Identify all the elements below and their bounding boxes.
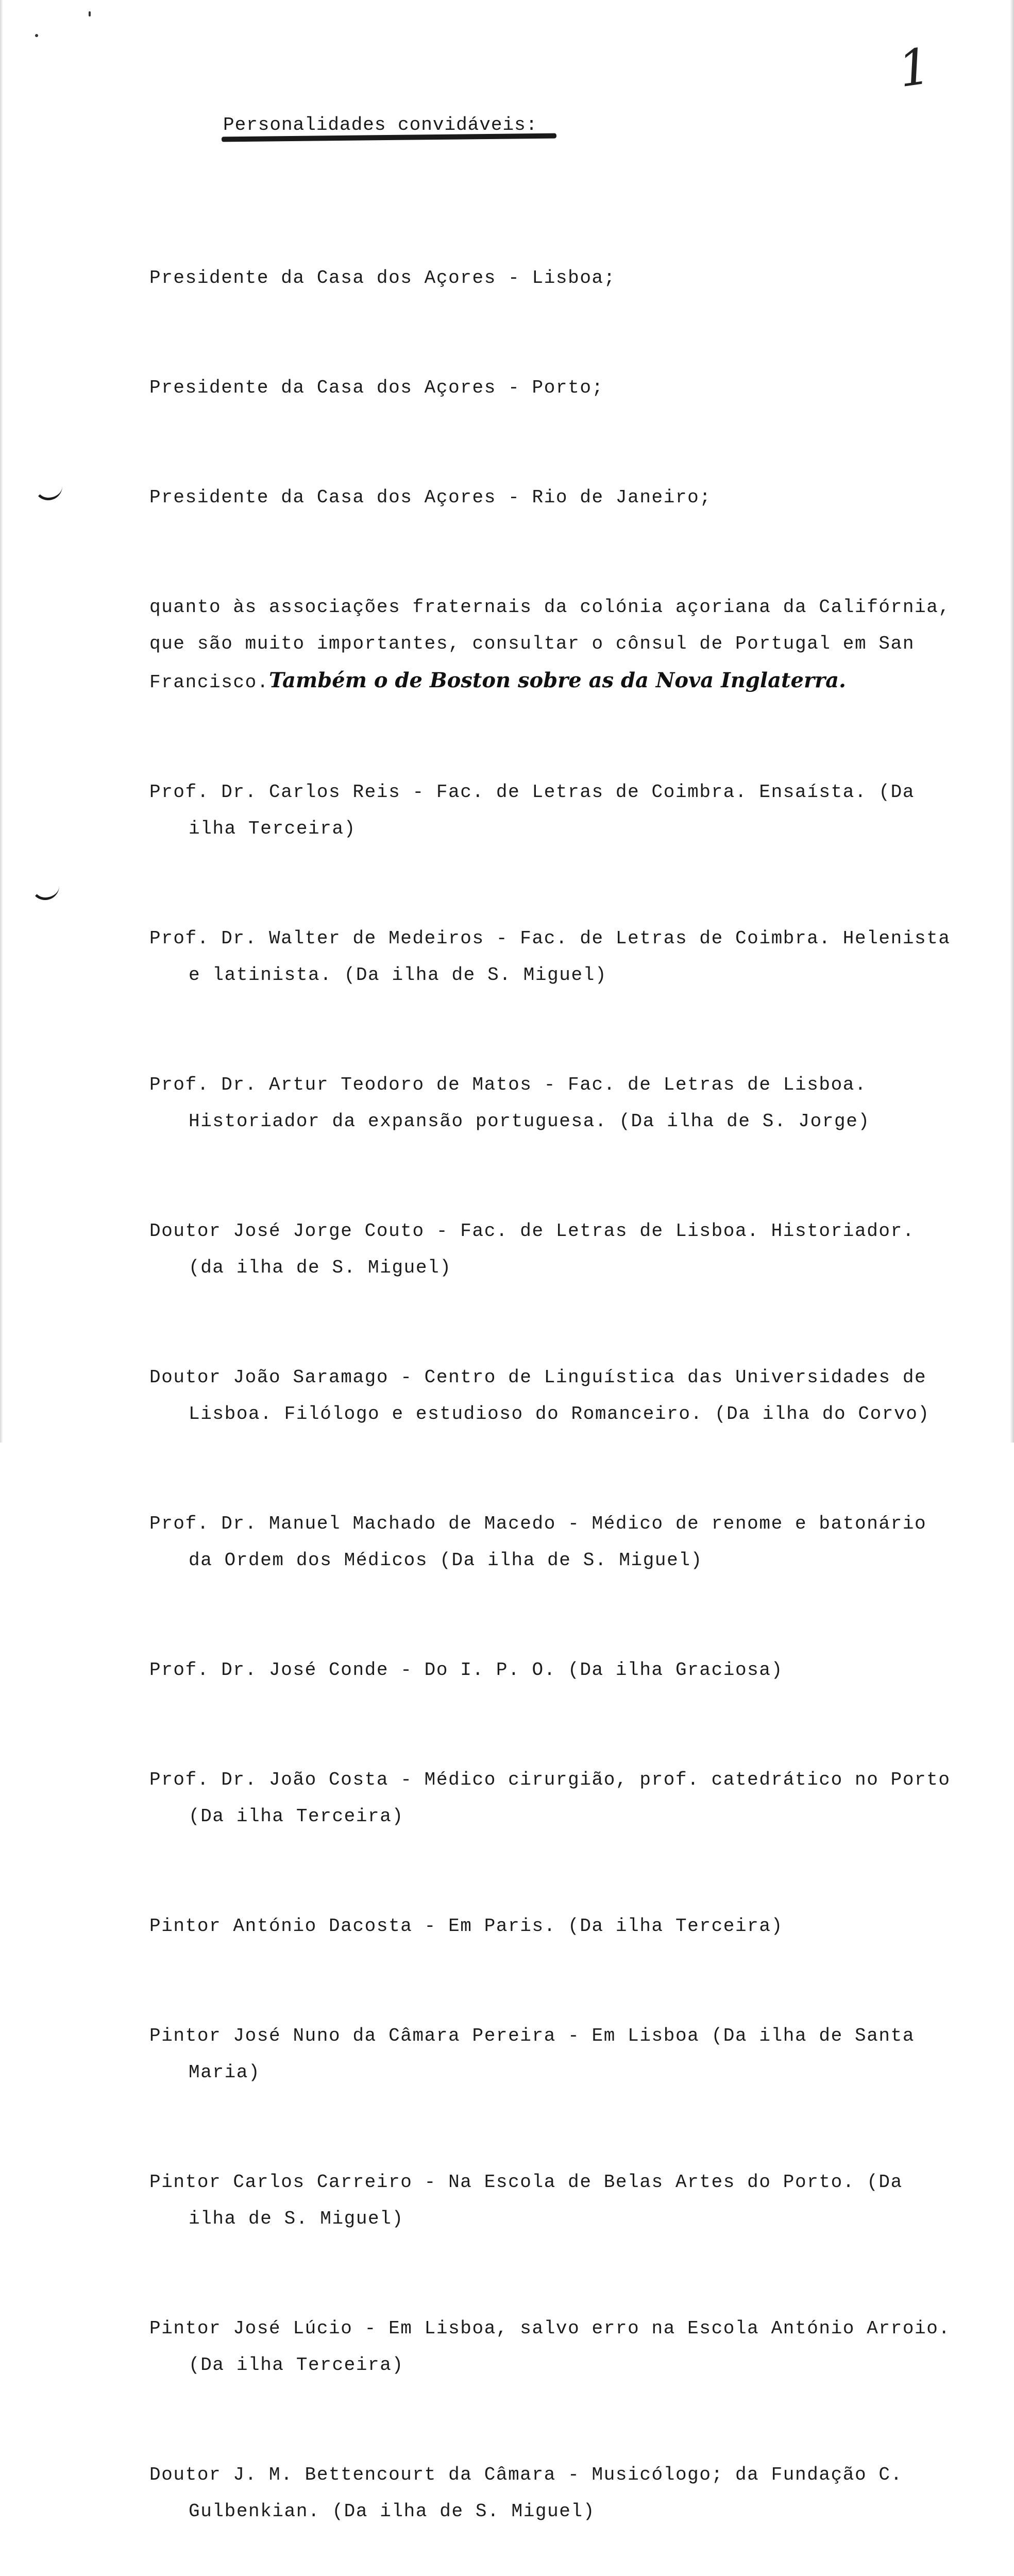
- entry-walter-medeiros: Prof. Dr. Walter de Medeiros - Fac. de Letras de Coimbra. Helenista e latinista. (Da ilha de S. Miguel): [149, 928, 962, 986]
- entry-bettencourt-camara: Doutor J. M. Bettencourt da Câmara - Musicólogo; da Fundação C. Gulbenkian. (Da ilha de S. Miguel): [149, 2464, 915, 2522]
- entry-manuel-macedo: Prof. Dr. Manuel Machado de Macedo - Médico de renome e batonário da Ordem dos Médicos (Da ilha de S. Miguel): [149, 1513, 939, 1571]
- entry-jose-nuno-pereira: Pintor José Nuno da Câmara Pereira - Em Lisboa (Da ilha de Santa Maria): [149, 2025, 927, 2083]
- page-title: Personalidades convidáveis:: [223, 114, 538, 135]
- document-body: [149, 187, 962, 2576]
- entry-jose-lucio: Pintor José Lúcio - Em Lisboa, salvo erro na Escola António Arroio. (Da ilha Terceira): [149, 2318, 962, 2376]
- entry-joao-saramago: Doutor João Saramago - Centro de Linguística das Universidades de Lisboa. Filólogo e estudioso do Romanceiro. (Da ilha do Corvo): [149, 1367, 939, 1425]
- associacoes-text: quanto às associações fraternais da colónia açoriana da Califórnia, que são muito importantes, consultar o cônsul de Portugal em San Francisco.: [149, 597, 962, 693]
- entry-carlos-carreiro: Pintor Carlos Carreiro - Na Escola de Belas Artes do Porto. (Da ilha de S. Miguel): [149, 2172, 915, 2229]
- handwritten-note: Também o de Boston sobre as da Nova Inglaterra.: [269, 668, 846, 692]
- line-casa-lisboa: Presidente da Casa dos Açores - Lisboa;: [149, 267, 616, 289]
- line-casa-porto: Presidente da Casa dos Açores - Porto;: [149, 377, 604, 398]
- paragraph-associacoes: [149, 589, 962, 701]
- entry-artur-matos: Prof. Dr. Artur Teodoro de Matos - Fac. de Letras de Lisboa. Historiador da expansão portuguesa. (Da ilha de S. Jorge): [149, 1074, 879, 1132]
- margin-mark: [31, 884, 59, 900]
- entry-joao-costa: Prof. Dr. João Costa - Médico cirurgião, prof. catedrático no Porto (Da ilha Terceira): [149, 1769, 962, 1827]
- scan-speck: [35, 34, 38, 37]
- entry-jose-conde: Prof. Dr. José Conde - Do I. P. O. (Da ilha Graciosa): [149, 1659, 783, 1681]
- line-casa-rio: Presidente da Casa dos Açores - Rio de Janeiro;: [149, 487, 712, 508]
- scan-edge-right: [1010, 0, 1014, 1443]
- scan-speck: [89, 11, 91, 16]
- scan-edge-left: [0, 0, 3, 1443]
- entry-antonio-dacosta: Pintor António Dacosta - Em Paris. (Da ilha Terceira): [149, 1916, 783, 1937]
- entry-carlos-reis: Prof. Dr. Carlos Reis - Fac. de Letras de Coimbra. Ensaísta. (Da ilha Terceira): [149, 782, 927, 839]
- entry-jose-jorge-couto: Doutor José Jorge Couto - Fac. de Letras de Lisboa. Historiador. (da ilha de S. Miguel): [149, 1221, 927, 1278]
- folio-number: 1: [894, 37, 934, 99]
- margin-mark: [34, 484, 62, 500]
